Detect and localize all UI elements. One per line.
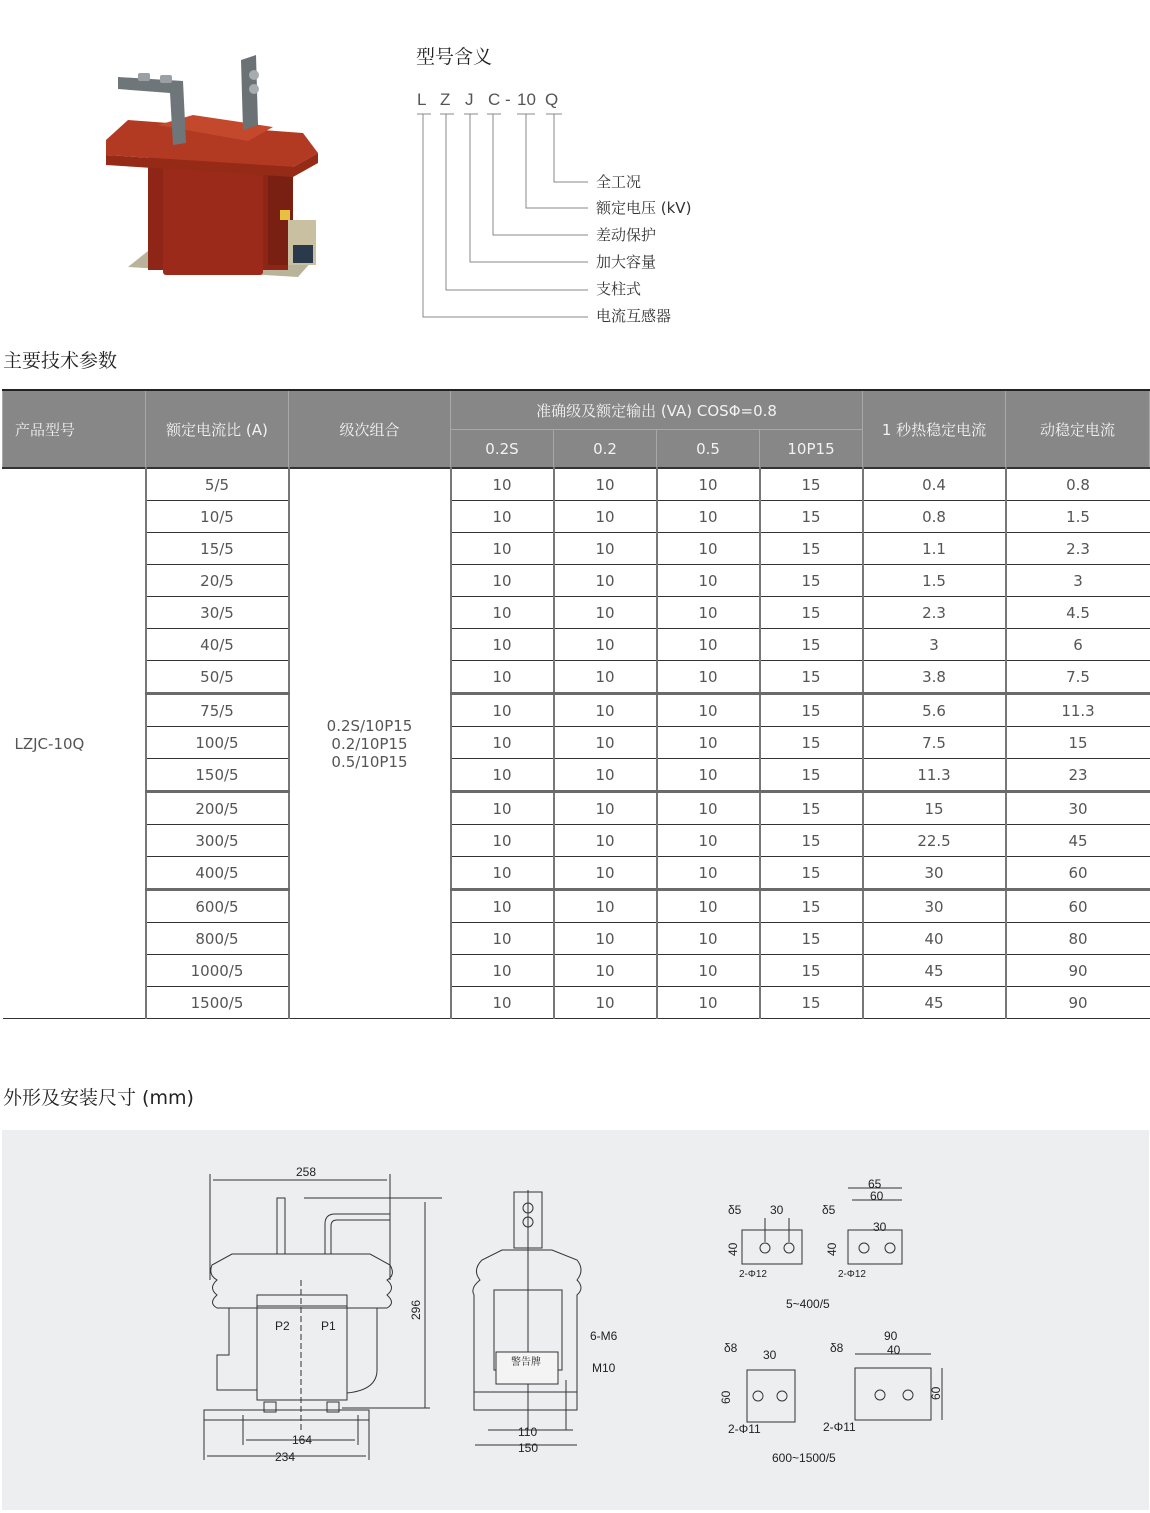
header-combo: 级次组合 bbox=[289, 390, 451, 468]
v02-cell: 10 bbox=[554, 629, 657, 661]
table-row bbox=[3, 629, 1150, 661]
v05-cell: 10 bbox=[657, 597, 760, 629]
table-row bbox=[3, 955, 1150, 987]
dimension-drawings bbox=[2, 1130, 1149, 1510]
ratio-cell: 20/5 bbox=[146, 565, 289, 597]
small-right-holes: 2-Φ12 bbox=[838, 1269, 866, 1280]
large-left-spacing: 30 bbox=[763, 1348, 777, 1362]
combo-line: 0.5/10P15 bbox=[331, 752, 408, 771]
ratio-cell: 75/5 bbox=[146, 694, 289, 727]
v02-cell: 10 bbox=[554, 694, 657, 727]
table-row bbox=[3, 727, 1150, 759]
v05-cell: 10 bbox=[657, 890, 760, 923]
v10p15-cell: 15 bbox=[760, 468, 863, 501]
label-6-m6: 6-M6 bbox=[590, 1329, 618, 1343]
v02-cell: 10 bbox=[554, 987, 657, 1019]
table-row bbox=[3, 501, 1150, 533]
dynamic-cell: 2.3 bbox=[1006, 533, 1150, 565]
v02s-cell: 10 bbox=[451, 857, 554, 890]
v05-cell: 10 bbox=[657, 857, 760, 890]
v02-cell: 10 bbox=[554, 661, 657, 694]
label-p2: P2 bbox=[275, 1319, 290, 1333]
thermal-cell: 0.4 bbox=[863, 468, 1006, 501]
ratio-cell: 40/5 bbox=[146, 629, 289, 661]
v10p15-cell: 15 bbox=[760, 923, 863, 955]
thermal-cell: 15 bbox=[863, 792, 1006, 825]
thermal-cell: 5.6 bbox=[863, 694, 1006, 727]
small-left-thickness: δ5 bbox=[728, 1203, 742, 1217]
large-right-spacing: 40 bbox=[887, 1343, 901, 1357]
ratio-cell: 5/5 bbox=[146, 468, 289, 501]
table-row bbox=[3, 597, 1150, 629]
table-row bbox=[3, 987, 1150, 1019]
ratio-cell: 400/5 bbox=[146, 857, 289, 890]
ratio-cell: 1500/5 bbox=[146, 987, 289, 1019]
v02s-cell: 10 bbox=[451, 955, 554, 987]
v05-cell: 10 bbox=[657, 825, 760, 857]
thermal-cell: 3.8 bbox=[863, 661, 1006, 694]
v02s-cell: 10 bbox=[451, 501, 554, 533]
v02-cell: 10 bbox=[554, 501, 657, 533]
thermal-cell: 2.3 bbox=[863, 597, 1006, 629]
dynamic-cell: 60 bbox=[1006, 857, 1150, 890]
thermal-cell: 45 bbox=[863, 955, 1006, 987]
dynamic-cell: 11.3 bbox=[1006, 694, 1150, 727]
thermal-cell: 40 bbox=[863, 923, 1006, 955]
v05-cell: 10 bbox=[657, 501, 760, 533]
dynamic-cell: 7.5 bbox=[1006, 661, 1150, 694]
meaning-j: 加大容量 bbox=[596, 253, 657, 271]
v10p15-cell: 15 bbox=[760, 955, 863, 987]
header-acc-02s: 0.2S bbox=[451, 430, 554, 469]
v02-cell: 10 bbox=[554, 955, 657, 987]
code-letter-c: C bbox=[488, 90, 501, 109]
small-left-height: 40 bbox=[726, 1242, 740, 1256]
v02s-cell: 10 bbox=[451, 565, 554, 597]
thermal-cell: 11.3 bbox=[863, 759, 1006, 792]
v02s-cell: 10 bbox=[451, 533, 554, 565]
v02-cell: 10 bbox=[554, 825, 657, 857]
table-row bbox=[3, 792, 1150, 825]
header-acc-02: 0.2 bbox=[554, 430, 657, 469]
v05-cell: 10 bbox=[657, 629, 760, 661]
dim-234: 234 bbox=[275, 1450, 296, 1464]
large-right-height: 60 bbox=[929, 1386, 943, 1400]
v02s-cell: 10 bbox=[451, 792, 554, 825]
v02s-cell: 10 bbox=[451, 759, 554, 792]
header-dynamic: 动稳定电流 bbox=[1006, 390, 1150, 468]
table-row bbox=[3, 857, 1150, 890]
dynamic-cell: 6 bbox=[1006, 629, 1150, 661]
table-row bbox=[3, 923, 1150, 955]
dynamic-cell: 4.5 bbox=[1006, 597, 1150, 629]
v02-cell: 10 bbox=[554, 923, 657, 955]
v02s-cell: 10 bbox=[451, 923, 554, 955]
terminal-large-left bbox=[747, 1370, 795, 1422]
table-row bbox=[3, 468, 1150, 501]
v02-cell: 10 bbox=[554, 857, 657, 890]
thermal-cell: 45 bbox=[863, 987, 1006, 1019]
v10p15-cell: 15 bbox=[760, 727, 863, 759]
caption-large: 600~1500/5 bbox=[772, 1451, 836, 1465]
label-nameplate: 警告牌 bbox=[511, 1357, 541, 1368]
table-row bbox=[3, 890, 1150, 923]
v10p15-cell: 15 bbox=[760, 629, 863, 661]
v02s-cell: 10 bbox=[451, 629, 554, 661]
v10p15-cell: 15 bbox=[760, 890, 863, 923]
ratio-cell: 200/5 bbox=[146, 792, 289, 825]
meaning-q: 全工况 bbox=[596, 173, 642, 191]
small-right-spacing: 30 bbox=[873, 1220, 887, 1234]
model-meaning-title: 型号含义 bbox=[416, 46, 493, 68]
dimensions-title: 外形及安装尺寸 (mm) bbox=[3, 1087, 194, 1109]
dim-110: 110 bbox=[518, 1425, 538, 1439]
v02-cell: 10 bbox=[554, 597, 657, 629]
v05-cell: 10 bbox=[657, 694, 760, 727]
caption-small: 5~400/5 bbox=[786, 1297, 830, 1311]
v10p15-cell: 15 bbox=[760, 501, 863, 533]
code-dash: - bbox=[505, 90, 511, 109]
large-left-holes: 2-Φ11 bbox=[728, 1422, 761, 1436]
v05-cell: 10 bbox=[657, 923, 760, 955]
dynamic-cell: 80 bbox=[1006, 923, 1150, 955]
label-m10: M10 bbox=[592, 1361, 616, 1375]
dynamic-cell: 30 bbox=[1006, 792, 1150, 825]
v10p15-cell: 15 bbox=[760, 565, 863, 597]
specs-title: 主要技术参数 bbox=[3, 350, 118, 372]
ratio-cell: 300/5 bbox=[146, 825, 289, 857]
ratio-cell: 15/5 bbox=[146, 533, 289, 565]
v05-cell: 10 bbox=[657, 955, 760, 987]
v05-cell: 10 bbox=[657, 759, 760, 792]
small-right-w2: 60 bbox=[870, 1189, 884, 1203]
table-row bbox=[3, 661, 1150, 694]
model-cell: LZJC-10Q bbox=[3, 468, 146, 1019]
v10p15-cell: 15 bbox=[760, 533, 863, 565]
v02-cell: 10 bbox=[554, 565, 657, 597]
ratio-cell: 100/5 bbox=[146, 727, 289, 759]
ratio-cell: 600/5 bbox=[146, 890, 289, 923]
thermal-cell: 30 bbox=[863, 857, 1006, 890]
dynamic-cell: 15 bbox=[1006, 727, 1150, 759]
v02-cell: 10 bbox=[554, 759, 657, 792]
v10p15-cell: 15 bbox=[760, 597, 863, 629]
v02-cell: 10 bbox=[554, 792, 657, 825]
dynamic-cell: 60 bbox=[1006, 890, 1150, 923]
v10p15-cell: 15 bbox=[760, 987, 863, 1019]
dynamic-cell: 0.8 bbox=[1006, 468, 1150, 501]
table-row bbox=[3, 825, 1150, 857]
meaning-l: 电流互感器 bbox=[596, 307, 672, 325]
small-left-spacing: 30 bbox=[770, 1203, 784, 1217]
v02s-cell: 10 bbox=[451, 597, 554, 629]
combo-line: 0.2/10P15 bbox=[331, 734, 408, 753]
v02s-cell: 10 bbox=[451, 987, 554, 1019]
side-view-drawing bbox=[473, 1190, 581, 1445]
v10p15-cell: 15 bbox=[760, 759, 863, 792]
thermal-cell: 30 bbox=[863, 890, 1006, 923]
v02-cell: 10 bbox=[554, 890, 657, 923]
table-row bbox=[3, 533, 1150, 565]
header-model: 产品型号 bbox=[3, 390, 146, 468]
large-right-thickness: δ8 bbox=[830, 1341, 844, 1355]
dynamic-cell: 1.5 bbox=[1006, 501, 1150, 533]
combo-cell bbox=[289, 468, 451, 1019]
thermal-cell: 1.1 bbox=[863, 533, 1006, 565]
dynamic-cell: 3 bbox=[1006, 565, 1150, 597]
meaning-c: 差动保护 bbox=[596, 226, 657, 244]
product-photo bbox=[98, 55, 328, 285]
header-accuracy-group: 准确级及额定输出 (VA) COSΦ=0.8 bbox=[451, 390, 863, 430]
v02s-cell: 10 bbox=[451, 694, 554, 727]
large-right-holes: 2-Φ11 bbox=[823, 1420, 856, 1434]
thermal-cell: 7.5 bbox=[863, 727, 1006, 759]
thermal-cell: 1.5 bbox=[863, 565, 1006, 597]
ratio-cell: 150/5 bbox=[146, 759, 289, 792]
header-acc-10p15: 10P15 bbox=[760, 430, 863, 469]
table-row bbox=[3, 565, 1150, 597]
terminal-small-left bbox=[742, 1218, 802, 1264]
header-acc-05: 0.5 bbox=[657, 430, 760, 469]
code-letter-q: Q bbox=[545, 90, 559, 109]
dynamic-cell: 90 bbox=[1006, 987, 1150, 1019]
v05-cell: 10 bbox=[657, 565, 760, 597]
v10p15-cell: 15 bbox=[760, 792, 863, 825]
dim-164: 164 bbox=[292, 1433, 313, 1447]
thermal-cell: 3 bbox=[863, 629, 1006, 661]
small-right-thickness: δ5 bbox=[822, 1203, 836, 1217]
small-right-height: 40 bbox=[825, 1242, 839, 1256]
dynamic-cell: 90 bbox=[1006, 955, 1150, 987]
v02s-cell: 10 bbox=[451, 468, 554, 501]
large-left-thickness: δ8 bbox=[724, 1341, 738, 1355]
header-ratio: 额定电流比 (A) bbox=[146, 390, 289, 468]
dimension-drawing-panel bbox=[2, 1130, 1149, 1510]
thermal-cell: 22.5 bbox=[863, 825, 1006, 857]
v10p15-cell: 15 bbox=[760, 825, 863, 857]
v05-cell: 10 bbox=[657, 792, 760, 825]
v02s-cell: 10 bbox=[451, 825, 554, 857]
v02-cell: 10 bbox=[554, 533, 657, 565]
header-thermal: 1 秒热稳定电流 bbox=[863, 390, 1006, 468]
code-letter-z: Z bbox=[440, 90, 451, 109]
large-right-width: 90 bbox=[884, 1329, 898, 1343]
table-row bbox=[3, 759, 1150, 792]
v02-cell: 10 bbox=[554, 727, 657, 759]
dim-150: 150 bbox=[518, 1441, 539, 1455]
ratio-cell: 50/5 bbox=[146, 661, 289, 694]
v10p15-cell: 15 bbox=[760, 857, 863, 890]
v05-cell: 10 bbox=[657, 987, 760, 1019]
v02s-cell: 10 bbox=[451, 890, 554, 923]
ratio-cell: 30/5 bbox=[146, 597, 289, 629]
dim-296: 296 bbox=[409, 1299, 423, 1320]
thermal-cell: 0.8 bbox=[863, 501, 1006, 533]
front-view-drawing bbox=[204, 1174, 442, 1460]
ratio-cell: 1000/5 bbox=[146, 955, 289, 987]
v05-cell: 10 bbox=[657, 661, 760, 694]
small-left-holes: 2-Φ12 bbox=[739, 1269, 767, 1280]
ratio-cell: 800/5 bbox=[146, 923, 289, 955]
dim-258: 258 bbox=[296, 1165, 317, 1179]
dynamic-cell: 45 bbox=[1006, 825, 1150, 857]
v02s-cell: 10 bbox=[451, 661, 554, 694]
small-right-w1: 65 bbox=[868, 1177, 882, 1191]
combo-line: 0.2S/10P15 bbox=[326, 716, 413, 735]
code-letter-l: L bbox=[417, 90, 427, 109]
code-voltage: 10 bbox=[517, 90, 536, 109]
v02-cell: 10 bbox=[554, 468, 657, 501]
v02s-cell: 10 bbox=[451, 727, 554, 759]
code-letter-j: J bbox=[465, 90, 474, 109]
v10p15-cell: 15 bbox=[760, 694, 863, 727]
table-row bbox=[3, 694, 1150, 727]
spec-table bbox=[2, 389, 1150, 1019]
label-p1: P1 bbox=[321, 1319, 336, 1333]
v05-cell: 10 bbox=[657, 727, 760, 759]
ratio-cell: 10/5 bbox=[146, 501, 289, 533]
v05-cell: 10 bbox=[657, 468, 760, 501]
large-left-height: 60 bbox=[719, 1390, 733, 1404]
dynamic-cell: 23 bbox=[1006, 759, 1150, 792]
v10p15-cell: 15 bbox=[760, 661, 863, 694]
v05-cell: 10 bbox=[657, 533, 760, 565]
meaning-10: 额定电压 (kV) bbox=[596, 199, 692, 217]
meaning-z: 支柱式 bbox=[596, 280, 642, 298]
